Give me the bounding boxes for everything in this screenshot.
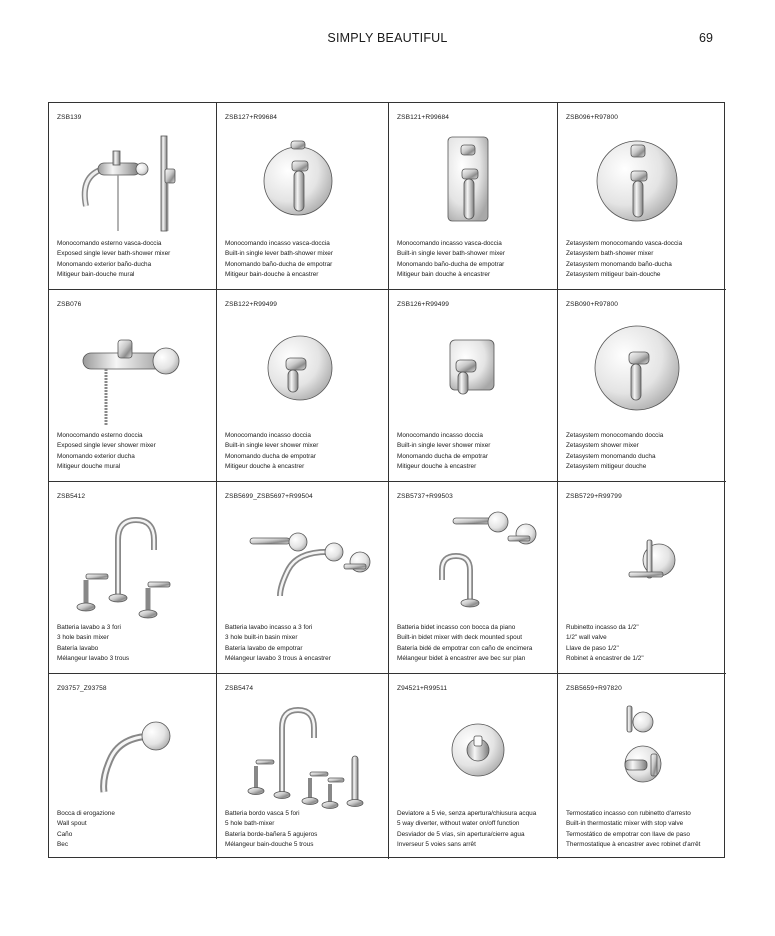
description-line: Built-in single lever shower mixer [225, 442, 319, 450]
exposed-shower-mixer-image [49, 318, 216, 418]
product-code: ZSB5474 [225, 685, 254, 692]
description-line: Mitigeur bain-douche mural [57, 270, 135, 278]
description-line: Exposed single lever shower mixer [57, 442, 156, 450]
description-line: Monomando ducha de empotrar [397, 452, 488, 460]
description-line: Mitigeur bain-douche à encastrer [225, 270, 319, 278]
five-hole-bath-mixer-image [217, 702, 388, 802]
product-code: Z94521+R99511 [397, 685, 448, 692]
product-description [57, 239, 170, 280]
description-line: Mitigeur douche à encastrer [225, 462, 305, 470]
exposed-bath-shower-mixer-image [49, 131, 216, 231]
product-card [49, 290, 217, 482]
zetasystem-bath-shower-mixer-image [558, 131, 726, 231]
product-card [389, 290, 558, 482]
description-line: Batteria lavabo a 3 fori [57, 624, 121, 632]
description-line: Mélangeur lavabo 3 trous à encastrer [225, 654, 331, 662]
description-line: Rubinetto incasso da 1/2" [566, 624, 639, 632]
product-description [57, 809, 115, 850]
description-line: Batteria bordo vasca 5 fori [225, 810, 300, 818]
description-line: Built-in thermostatic mixer with stop valve [566, 820, 684, 828]
product-description [397, 239, 505, 280]
product-code: ZSB5699_ZSB5697+R99504 [225, 493, 313, 500]
product-code: ZSB5659+R97820 [566, 685, 622, 692]
description-line: Zetasystem monomando baño-ducha [566, 260, 672, 268]
description-line: Wall spout [57, 820, 87, 828]
product-card [558, 674, 726, 859]
description-line: Built-in single lever bath-shower mixer [225, 250, 333, 258]
builtin-bath-shower-mixer-round-image [217, 131, 388, 231]
product-description [225, 239, 333, 280]
description-line: Termostatico incasso con rubinetto d'arresto [566, 810, 691, 818]
product-card [389, 674, 558, 859]
description-line: 1/2" wall valve [566, 634, 607, 642]
product-description [566, 239, 682, 280]
description-line: Monocomando incasso doccia [397, 432, 483, 440]
description-line: Mitigeur bain douche à encastrer [397, 270, 491, 278]
product-code: ZSB139 [57, 114, 82, 121]
product-code: ZSB096+R97800 [566, 114, 619, 121]
product-description [397, 623, 532, 664]
description-line: Batería lavabo [57, 644, 99, 652]
builtin-bidet-mixer-image [389, 510, 557, 610]
product-description [57, 431, 156, 472]
product-description [57, 623, 129, 664]
product-grid [48, 102, 725, 858]
description-line: Mitigeur douche mural [57, 462, 121, 470]
description-line: 5 hole bath-mixer [225, 820, 275, 828]
product-description [566, 809, 700, 850]
product-card [217, 674, 389, 859]
product-code: ZSB122+R99499 [225, 301, 278, 308]
description-line: Zetasystem shower mixer [566, 442, 639, 450]
description-line: Monomando baño-ducha de empotrar [225, 260, 333, 268]
product-code: ZSB127+R99684 [225, 114, 278, 121]
product-code: ZSB121+R99684 [397, 114, 450, 121]
wall-valve-image [558, 510, 726, 610]
description-line: 3 hole basin mixer [57, 634, 109, 642]
description-line: Zetasystem mitigeur bain-douche [566, 270, 661, 278]
wall-spout-image [49, 702, 216, 802]
product-card [389, 103, 558, 290]
description-line: Monomando exterior ducha [57, 452, 135, 460]
description-line: Monocomando esterno vasca-doccia [57, 240, 162, 248]
page-title: SIMPLY BEAUTIFUL [327, 31, 448, 45]
description-line: Monomando baño-ducha de empotrar [397, 260, 505, 268]
description-line: Monomando ducha de empotrar [225, 452, 316, 460]
product-card [558, 103, 726, 290]
three-hole-builtin-basin-mixer-image [217, 510, 388, 610]
product-card [558, 482, 726, 674]
description-line: Zetasystem monocomando vasca-doccia [566, 240, 683, 248]
product-card [558, 290, 726, 482]
description-line: Built-in bidet mixer with deck mounted spout [397, 634, 523, 642]
description-line: Termostático de empotrar con llave de paso [566, 830, 690, 838]
description-line: Caño [57, 830, 73, 838]
product-description [566, 431, 663, 472]
description-line: Mélangeur bidet à encastrer ave bec sur plan [397, 654, 526, 662]
product-card [49, 674, 217, 859]
product-code: ZSB076 [57, 301, 82, 308]
description-line: 3 hole built-in basin mixer [225, 634, 298, 642]
description-line: Zetasystem monocomando doccia [566, 432, 664, 440]
builtin-bath-shower-mixer-plate-image [389, 131, 557, 231]
description-line: Built-in single lever shower mixer [397, 442, 491, 450]
product-code: Z93757_Z93758 [57, 685, 107, 692]
description-line: Bec [57, 840, 69, 848]
product-card [217, 290, 389, 482]
description-line: Zetasystem bath-shower mixer [566, 250, 654, 258]
description-line: Bocca di erogazione [57, 810, 115, 818]
product-description [397, 809, 536, 850]
product-code: ZSB090+R97800 [566, 301, 619, 308]
page-number: 69 [699, 31, 713, 45]
description-line: Batería borde-bañera 5 agujeros [225, 830, 318, 838]
product-code: ZSB5737+R99503 [397, 493, 453, 500]
description-line: Mélangeur bain-douche 5 trous [225, 840, 314, 848]
description-line: Monocomando incasso vasca-doccia [225, 240, 330, 248]
description-line: Zetasystem mitigeur douche [566, 462, 647, 470]
thermostatic-mixer-with-stop-valve-image [558, 702, 726, 802]
product-description [225, 431, 318, 472]
description-line: Monocomando incasso doccia [225, 432, 311, 440]
product-description [225, 623, 331, 664]
three-hole-basin-mixer-image [49, 510, 216, 610]
description-line: Thermostatique à encastrer avec robinet d'arrêt [566, 840, 701, 848]
product-description [397, 431, 490, 472]
description-line: Batteria bidet incasso con bocca da piano [397, 624, 516, 632]
description-line: Mélangeur lavabo 3 trous [57, 654, 130, 662]
zetasystem-shower-mixer-image [558, 318, 726, 418]
description-line: Batteria lavabo incasso a 3 fori [225, 624, 313, 632]
product-card [389, 482, 558, 674]
product-description [225, 809, 317, 850]
five-way-diverter-image [389, 702, 557, 802]
description-line: 5 way diverter, without water on/off function [397, 820, 520, 828]
description-line: Zetasystem monomando ducha [566, 452, 656, 460]
description-line: Batería lavabo de empotrar [225, 644, 303, 652]
description-line: Monocomando esterno doccia [57, 432, 143, 440]
product-card [217, 482, 389, 674]
product-card [49, 103, 217, 290]
product-code: ZSB5412 [57, 493, 86, 500]
description-line: Llave de paso 1/2" [566, 644, 619, 652]
description-line: Desviador de 5 vías, sin apertura/cierre agua [397, 830, 525, 838]
builtin-shower-mixer-square-image [389, 318, 557, 418]
product-code: ZSB5729+R99799 [566, 493, 622, 500]
product-card [49, 482, 217, 674]
product-code: ZSB126+R99499 [397, 301, 450, 308]
description-line: Robinet à encastrer de 1/2" [566, 654, 644, 662]
description-line: Mitigeur douche à encastrer [397, 462, 477, 470]
product-description [566, 623, 644, 664]
description-line: Monocomando incasso vasca-doccia [397, 240, 502, 248]
description-line: Monomando exterior baño-ducha [57, 260, 152, 268]
description-line: Batería bidé de empotrar con caño de encimera [397, 644, 533, 652]
builtin-shower-mixer-round-image [217, 318, 388, 418]
description-line: Built-in single lever bath-shower mixer [397, 250, 505, 258]
description-line: Exposed single lever bath-shower mixer [57, 250, 171, 258]
description-line: Inverseur 5 voies sans arrêt [397, 840, 476, 848]
product-card [217, 103, 389, 290]
description-line: Deviatore a 5 vie, senza apertura/chiusura acqua [397, 810, 537, 818]
